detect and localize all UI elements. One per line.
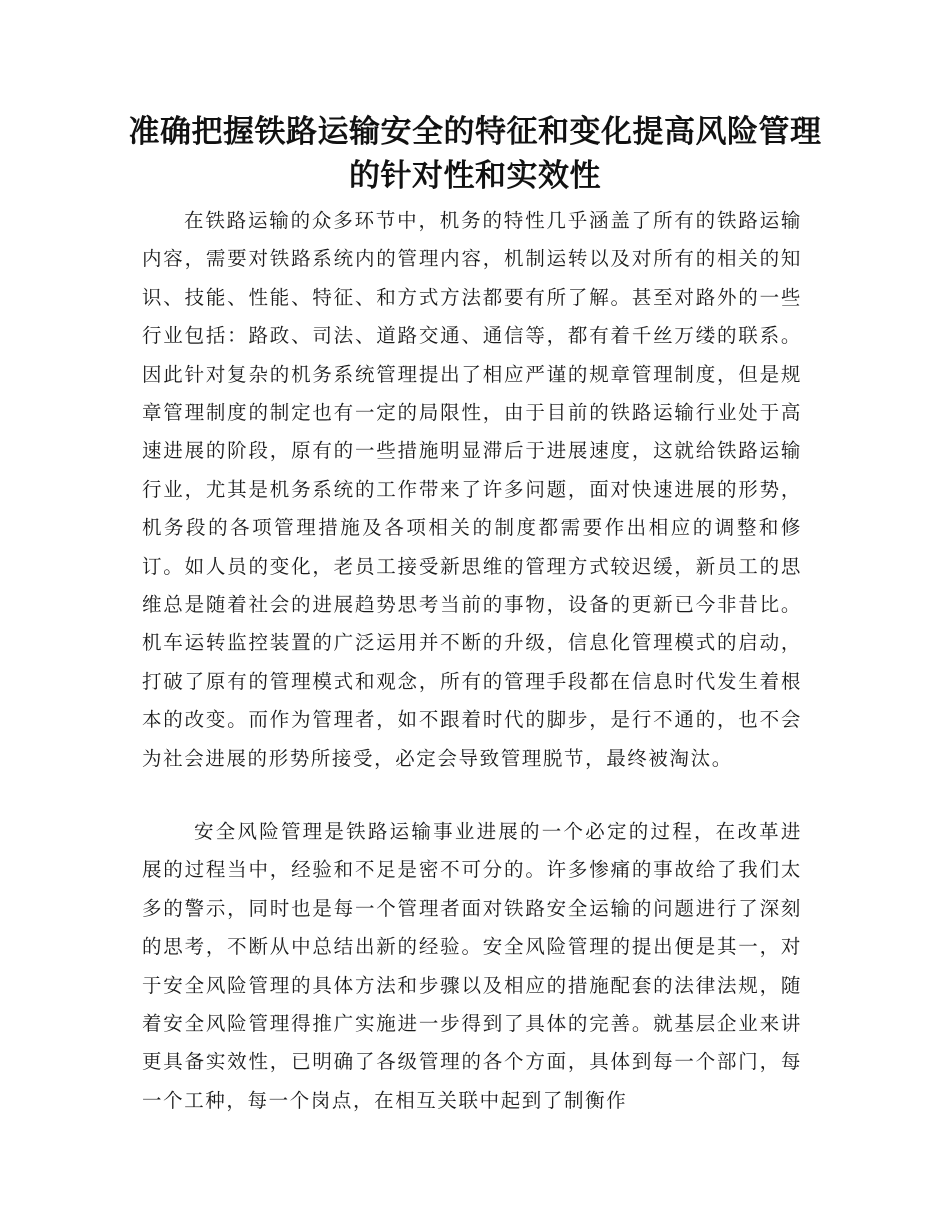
paragraph-1: 在铁路运输的众多环节中，机务的特性几乎涵盖了所有的铁路运输内容，需要对铁路系统内的管理内容，机制运转以及对所有的相关的知识、技能、性能、特征、和方式方法都要有所了解。甚至对路外的一些行业包括：路政、司法、道路交通、通信等，都有着千丝万缕的联系。因此针对复杂的机务系统管理提出了相应严谨的规章管理制度，但是规章管理制度的制定也有一定的局限性，由于目前的铁路运输行业处于高速进展的阶段，原有的一些措施明显滞后于进展速度，这就给铁路运输行业，尤其是机务系统的工作带来了许多问题，面对快速进展的形势，机务段的各项管理措施及各项相关的制度都需要作出相应的调整和修订。如人员的变化，老员工接受新思维的管理方式较迟缓，新员工的思维总是随着社会的进展趋势思考当前的事物，设备的更新已今非昔比。机车运转监控装置的广泛运用并不断的升级，信息化管理模式的启动，打破了原有的管理模式和观念，所有的管理手段都在信息时代发生着根本的改变。而作为管理者，如不跟着时代的脚步，是行不通的，也不会为社会进展的形势所接受，必定会导致管理脱节，最终被淘汰。 <box>142 209 802 770</box>
document-title: 准确把握铁路运输安全的特征和变化提高风险管理的针对性和实效性 <box>128 114 822 194</box>
paragraph-2: 安全风险管理是铁路运输事业进展的一个必定的过程，在改革进展的过程当中，经验和不足是密不可分的。许多惨痛的事故给了我们太多的警示，同时也是每一个管理者面对铁路安全运输的问题进行了深刻的思考，不断从中总结出新的经验。安全风险管理的提出便是其一，对于安全风险管理的具体方法和步骤以及相应的措施配套的法律法规，随着安全风险管理得推广实施进一步得到了具体的完善。就基层企业来讲更具备实效性，已明确了各级管理的各个方面，具体到每一个部门，每一个工种，每一个岗点，在相互关联中起到了制衡作 <box>142 820 802 1112</box>
